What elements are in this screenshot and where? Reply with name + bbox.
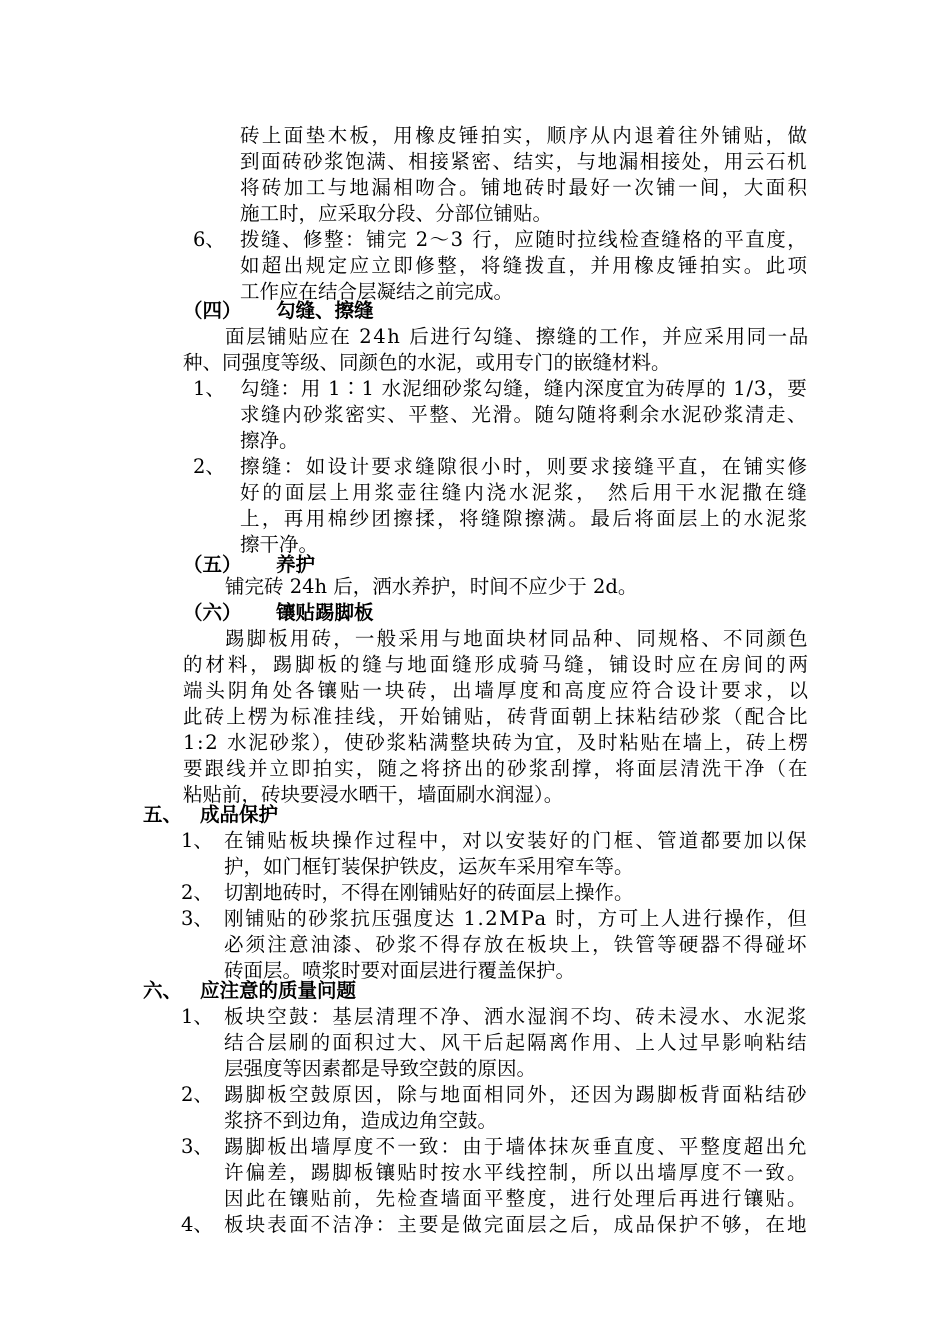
list-item-line: 切割地砖时，不得在刚铺贴好的砖面层上操作。 xyxy=(224,881,634,904)
list-item-line: 浆挤不到边角，造成边角空鼓。 xyxy=(224,1109,498,1132)
list-item-line: 求缝内砂浆密实、平整、光滑。随勾随将剩余水泥砂浆清走、 xyxy=(240,403,809,426)
paragraph-line: 种、同强度等级、同颜色的水泥，或用专门的嵌缝材料。 xyxy=(183,351,671,374)
list-item-line: 因此在镶贴前，先检查墙面平整度，进行处理后再进行镶贴。 xyxy=(224,1187,809,1210)
list-item-line: 许偏差，踢脚板镶贴时按水平线控制，所以出墙厚度不一致。 xyxy=(224,1161,809,1184)
paragraph-line: 施工时，应采取分段、分部位铺贴。 xyxy=(240,202,553,225)
part-number: 五、 xyxy=(143,803,183,826)
paragraph-line: 此砖上楞为标准挂线，开始铺贴，砖背面朝上抹粘结砂浆（配合比 xyxy=(183,705,810,728)
paragraph-line: 端头阴角处各镶贴一块砖，出墙厚度和高度应符合设计要求，以 xyxy=(183,679,811,702)
section-number: （四） xyxy=(183,299,242,322)
list-number: 4、 xyxy=(181,1213,213,1236)
list-number: 2、 xyxy=(181,1083,213,1106)
list-number: 2、 xyxy=(193,455,225,478)
list-number: 6、 xyxy=(193,228,225,251)
paragraph-line: 铺完砖 24h 后，洒水养护，时间不应少于 2d。 xyxy=(225,575,638,598)
list-item-line: 上，再用棉纱团擦揉，将缝隙擦满。最后将面层上的水泥浆 xyxy=(240,507,810,530)
list-item-line: 在铺贴板块操作过程中，对以安装好的门框、管道都要加以保 xyxy=(224,829,809,852)
section-heading: 养护 xyxy=(276,553,316,576)
list-item-line: 护，如门框钉装保护铁皮，运灰车采用窄车等。 xyxy=(224,855,634,878)
list-item-line: 板块表面不洁净：主要是做完面层之后，成品保护不够，在地 xyxy=(224,1213,809,1236)
part-heading: 应注意的质量问题 xyxy=(200,979,357,1002)
list-item-line: 擦缝：如设计要求缝隙很小时，则要求接缝平直，在铺实修 xyxy=(240,455,810,478)
list-number: 1、 xyxy=(181,829,213,852)
list-item-line: 工作应在结合层凝结之前完成。 xyxy=(240,280,514,303)
list-item-line: 擦净。 xyxy=(240,429,299,452)
part-heading: 成品保护 xyxy=(200,803,279,826)
list-item-line: 板块空鼓：基层清理不净、洒水湿润不均、砖未浸水、水泥浆 xyxy=(224,1005,809,1028)
list-item-line: 拨缝、修整：铺完 2～3 行，应随时拉线检查缝格的平直度， xyxy=(240,228,809,251)
list-item-line: 好的面层上用浆壶往缝内浇水泥浆， 然后用干水泥撒在缝 xyxy=(240,481,810,504)
list-item-line: 踢脚板空鼓原因，除与地面相同外，还因为踢脚板背面粘结砂 xyxy=(224,1083,809,1106)
paragraph-line: 砖上面垫木板，用橡皮锤拍实，顺序从内退着往外铺贴，做 xyxy=(240,124,810,147)
list-item-line: 砖面层。喷浆时要对面层进行覆盖保护。 xyxy=(224,959,576,982)
paragraph-line: 将砖加工与地漏相吻合。铺地砖时最好一次铺一间，大面积 xyxy=(240,176,810,199)
list-item-line: 刚铺贴的砂浆抗压强度达 1.2MPa 时，方可上人进行操作，但 xyxy=(224,907,809,930)
list-item-line: 结合层刷的面积过大、风干后起隔离作用、上人过早影响粘结 xyxy=(224,1031,809,1054)
list-number: 2、 xyxy=(181,881,213,904)
list-number: 1、 xyxy=(193,377,225,400)
paragraph-line: 踢脚板用砖，一般采用与地面块材同品种、同规格、不同颜色 xyxy=(225,627,810,650)
list-item-line: 层强度等因素都是导致空鼓的原因。 xyxy=(224,1057,537,1080)
list-item-line: 擦干净。 xyxy=(240,533,319,556)
list-item-line: 勾缝：用 1∶1 水泥细砂浆勾缝，缝内深度宜为砖厚的 1/3，要 xyxy=(240,377,808,400)
section-number: （六） xyxy=(183,601,242,624)
paragraph-line: 要跟线并立即拍实，随之将挤出的砂浆刮撑，将面层清洗干净（在 xyxy=(183,757,810,780)
paragraph-line: 1:2 水泥砂浆），使砂浆粘满整块砖为宜，及时粘贴在墙上，砖上楞 xyxy=(183,731,810,754)
paragraph-line: 到面砖砂浆饱满、相接紧密、结实，与地漏相接处，用云石机 xyxy=(240,150,809,173)
section-heading: 勾缝、擦缝 xyxy=(276,299,374,322)
paragraph-line: 面层铺贴应在 24h 后进行勾缝、擦缝的工作，并应采用同一品 xyxy=(225,325,810,348)
list-item-line: 如超出规定应立即修整，将缝拨直，并用橡皮锤拍实。此项 xyxy=(240,254,810,277)
paragraph-line: 粘贴前，砖块要浸水晒干，墙面刷水润湿）。 xyxy=(183,783,564,806)
list-number: 3、 xyxy=(181,1135,213,1158)
list-item-line: 必须注意油漆、砂浆不得存放在板块上，铁管等硬器不得碰坏 xyxy=(224,933,809,956)
section-heading: 镶贴踢脚板 xyxy=(276,601,374,624)
paragraph-line: 的材料，踢脚板的缝与地面缝形成骑马缝，铺设时应在房间的两 xyxy=(183,653,811,676)
part-number: 六、 xyxy=(143,979,183,1002)
section-number: （五） xyxy=(183,553,242,576)
list-number: 1、 xyxy=(181,1005,213,1028)
list-number: 3、 xyxy=(181,907,213,930)
list-item-line: 踢脚板出墙厚度不一致：由于墙体抹灰垂直度、平整度超出允 xyxy=(224,1135,809,1158)
